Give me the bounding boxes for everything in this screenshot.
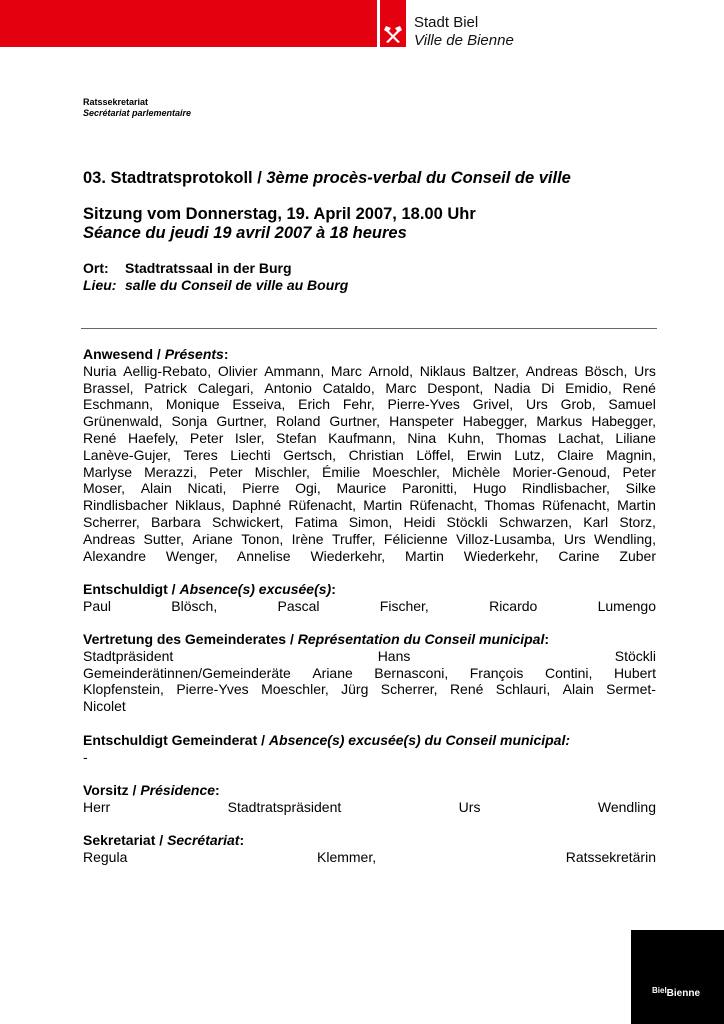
- word: Liliane: [615, 429, 656, 446]
- word: Merazzi,: [144, 463, 198, 480]
- section-heading: [83, 732, 656, 749]
- heading-de: Vertretung des Gemeinderates /: [83, 631, 298, 647]
- section: [83, 832, 656, 866]
- word: Moeschler,: [261, 681, 329, 698]
- word: Baltzer,: [472, 362, 520, 379]
- word: Habegger,: [591, 413, 656, 430]
- city-emblem: [380, 0, 406, 47]
- word: Morier-Genoud,: [512, 463, 611, 480]
- word: Liechti: [230, 446, 271, 463]
- word: Markus: [536, 413, 583, 430]
- logo-part2: Bienne: [666, 988, 701, 999]
- word: Rindlisbacher: [83, 497, 168, 514]
- word: Hubert: [613, 664, 656, 681]
- word: Brassel,: [83, 379, 134, 396]
- word: Hanspeter: [389, 413, 454, 430]
- department-de: Ratssekretariat: [83, 97, 149, 107]
- word: Nicati,: [187, 480, 227, 497]
- word: Grünenwald,: [83, 413, 163, 430]
- section: [83, 631, 656, 715]
- heading-fr: Absence(s) excusée(s) du Conseil municipal:: [268, 732, 571, 748]
- word: Truffer,: [331, 530, 376, 547]
- heading-fr: Présidence: [140, 782, 216, 798]
- word: Nadia: [493, 379, 531, 396]
- divider: [81, 328, 657, 329]
- word: Storz,: [619, 513, 656, 530]
- word: Scherrer,: [83, 513, 140, 530]
- word: Alain: [562, 681, 594, 698]
- word: Eschmann,: [83, 396, 154, 413]
- text-line: [83, 464, 656, 481]
- biel-bienne-logo: [652, 988, 700, 999]
- word: Marlyse: [83, 463, 133, 480]
- word: Rüfenacht,: [542, 497, 610, 514]
- location-de-label: Ort:: [83, 260, 109, 276]
- heading-de: Anwesend /: [83, 346, 165, 362]
- word: Schwickert,: [211, 513, 284, 530]
- heading-fr: Secrétariat: [167, 832, 240, 848]
- word: Lutz,: [514, 446, 545, 463]
- word: Martin: [617, 497, 656, 514]
- word: Bösch,: [584, 362, 628, 379]
- word: Pierre: [242, 480, 280, 497]
- word: Fehr,: [342, 396, 375, 413]
- word: Alain: [140, 480, 172, 497]
- word: Villoz-Lusamba,: [456, 530, 556, 547]
- heading-colon: :: [239, 832, 245, 848]
- brand-line-1: Stadt Biel: [414, 14, 479, 31]
- heading-fr: Absence(s) excusée(s): [179, 581, 332, 597]
- word: Émilie: [322, 463, 361, 480]
- word: Arnold,: [368, 362, 413, 379]
- session-de: Sitzung vom Donnerstag, 19. April 2007, 18.00 Uhr: [83, 205, 476, 223]
- word: Sutter,: [143, 530, 184, 547]
- word: Marc: [330, 362, 362, 379]
- section-heading: [83, 832, 656, 849]
- document-title: [83, 169, 571, 188]
- word: Haefely,: [128, 429, 179, 446]
- word: François: [469, 664, 524, 681]
- word: Urs: [563, 530, 586, 547]
- header-red-bar: [0, 0, 377, 47]
- text-line: [83, 480, 656, 497]
- word: Samuel: [608, 396, 656, 413]
- word: Gemeinderätinnen/Gemeinderäte: [83, 664, 291, 681]
- logo-part1: Biel: [652, 986, 667, 995]
- word: Klopfenstein,: [83, 681, 164, 698]
- word: Sonja: [171, 413, 208, 430]
- word: Scherrer,: [380, 681, 438, 698]
- text-line: [83, 665, 656, 682]
- word: Calegari,: [197, 379, 254, 396]
- word: Barbara: [150, 513, 201, 530]
- word: René: [622, 379, 656, 396]
- word: Claire: [557, 446, 594, 463]
- heading-colon: :: [331, 581, 336, 597]
- word: Lachat,: [557, 429, 604, 446]
- word: Roland: [275, 413, 321, 430]
- word: Contini,: [544, 664, 593, 681]
- text-line: [83, 396, 656, 413]
- word: Kuhn,: [447, 429, 485, 446]
- word: Aellig-Rebato,: [123, 362, 212, 379]
- word: Schlauri,: [495, 681, 551, 698]
- word: Stöckli: [446, 513, 488, 530]
- heading-colon: :: [223, 346, 229, 362]
- text-line: [83, 681, 656, 698]
- section: [83, 782, 656, 816]
- location-fr-label: Lieu:: [83, 277, 117, 293]
- word: Erich: [298, 396, 331, 413]
- word: Grivel,: [472, 396, 514, 413]
- heading-de: Vorsitz /: [83, 782, 141, 798]
- word: Magnin,: [606, 446, 656, 463]
- text-line: [83, 380, 656, 397]
- text-line: [83, 531, 656, 548]
- word: Moser,: [83, 480, 126, 497]
- session-fr: Séance du jeudi 19 avril 2007 à 18 heures: [83, 224, 407, 242]
- word: Stöckli: [614, 647, 656, 664]
- text-line: [83, 514, 656, 531]
- word: Peter: [209, 463, 243, 480]
- word: Irène: [291, 530, 324, 547]
- word: Bernasconi,: [374, 664, 449, 681]
- word: Stadtpräsident: [83, 647, 174, 664]
- word: Antonio: [264, 379, 312, 396]
- word: Martin: [363, 497, 403, 514]
- word: Daphné: [232, 497, 282, 514]
- word: Gertsch,: [283, 446, 337, 463]
- word: Stefan: [276, 429, 317, 446]
- heading-fr: Représentation du Conseil municipal: [297, 631, 545, 647]
- word: Habegger,: [462, 413, 528, 430]
- word: Di: [541, 379, 555, 396]
- word: Thomas: [484, 497, 535, 514]
- word: Despont,: [427, 379, 484, 396]
- word: Grob,: [560, 396, 596, 413]
- text-line: [83, 413, 656, 430]
- word: Rüfenacht,: [409, 497, 478, 514]
- section: [83, 346, 656, 564]
- word: Niklaus: [419, 362, 466, 379]
- text-line: [83, 363, 656, 380]
- word: Silke: [625, 480, 656, 497]
- word: Nuria: [83, 362, 117, 379]
- text-line: [83, 447, 656, 464]
- text-line: [83, 497, 656, 514]
- word: Monique: [165, 396, 220, 413]
- heading-colon: :: [544, 631, 550, 647]
- word: Emidio,: [565, 379, 612, 396]
- text-line: [83, 648, 656, 665]
- heading-fr: Présents: [164, 346, 224, 362]
- footer-logo-box: [631, 930, 724, 1024]
- word: Simon,: [348, 513, 393, 530]
- word: Sermet-: [606, 681, 656, 698]
- word: René: [449, 681, 484, 698]
- word: Paronitti,: [401, 480, 458, 497]
- word: Lanève-Gujer,: [83, 446, 171, 463]
- brand-logo-text: [414, 14, 514, 50]
- word: Hans: [377, 647, 411, 664]
- word: Kaufmann,: [328, 429, 396, 446]
- text-line: Nicolet: [83, 698, 126, 715]
- word: Ogi,: [295, 480, 321, 497]
- heading-de: Entschuldigt Gemeinderat /: [83, 732, 269, 748]
- word: Félicienne: [383, 530, 448, 547]
- word: Pierre-Yves: [387, 396, 460, 413]
- word: Rindlisbacher,: [522, 480, 610, 497]
- word: Hugo: [472, 480, 507, 497]
- word: Jürg: [341, 681, 369, 698]
- word: Thomas: [495, 429, 547, 446]
- brand-line-2: Ville de Bienne: [414, 32, 514, 49]
- text-line: Herr Stadtratspräsident Urs Wendling: [83, 798, 656, 815]
- title-de: 03. Stadtratsprotokoll /: [83, 169, 267, 187]
- word: René: [83, 429, 117, 446]
- word: Gurtner,: [216, 413, 267, 430]
- section-heading: [83, 581, 656, 598]
- word: Karl: [583, 513, 609, 530]
- word: Christian: [348, 446, 404, 463]
- word: Heidi: [403, 513, 436, 530]
- word: Pierre-Yves: [176, 681, 249, 698]
- text-line: [83, 430, 656, 447]
- word: Moeschler,: [372, 463, 440, 480]
- title-fr: 3ème procès-verbal du Conseil de ville: [266, 169, 571, 187]
- word: Peter: [622, 463, 656, 480]
- word: Andreas: [83, 530, 136, 547]
- heading-de: Sekretariat /: [83, 832, 168, 848]
- department-fr: Secrétariat parlementaire: [83, 108, 192, 118]
- word: Ariane: [312, 664, 353, 681]
- word: Teres: [183, 446, 218, 463]
- word: Urs: [525, 396, 548, 413]
- word: Michèle: [452, 463, 501, 480]
- word: Esseiva,: [232, 396, 286, 413]
- word: Isler,: [234, 429, 265, 446]
- word: Cataldo,: [322, 379, 375, 396]
- section: [83, 732, 656, 766]
- word: Marc: [385, 379, 417, 396]
- text-line: Alexandre Wenger, Annelise Wiederkehr, Martin Wiederkehr, Carine Zuber: [83, 547, 656, 564]
- word: Olivier: [217, 362, 258, 379]
- word: Nina: [407, 429, 437, 446]
- word: Peter: [189, 429, 224, 446]
- section-heading: [83, 782, 656, 799]
- text-line: Regula Klemmer, Ratssekretärin: [83, 848, 656, 865]
- word: Wendling,: [593, 530, 656, 547]
- crossed-axes-icon: [383, 24, 403, 44]
- word: Löffel,: [416, 446, 455, 463]
- word: Erwin: [466, 446, 502, 463]
- word: Fatima: [294, 513, 338, 530]
- word: Patrick: [144, 379, 188, 396]
- word: Maurice: [336, 480, 387, 497]
- word: Rüfenacht,: [288, 497, 357, 514]
- department: [83, 97, 191, 119]
- heading-de: Entschuldigt /: [83, 581, 180, 597]
- word: Schwarzen,: [498, 513, 573, 530]
- text-line: -: [83, 748, 88, 765]
- word: Ariane: [192, 530, 233, 547]
- location-fr-value: salle du Conseil de ville au Bourg: [125, 277, 349, 293]
- word: Tonon,: [241, 530, 284, 547]
- location: [83, 260, 348, 294]
- word: Gurtner,: [329, 413, 381, 430]
- location-de-value: Stadtratssaal in der Burg: [125, 260, 292, 276]
- word: Urs: [634, 362, 656, 379]
- word: Mischler,: [254, 463, 310, 480]
- session-info: [83, 205, 476, 243]
- word: Ammann,: [264, 362, 325, 379]
- heading-colon: :: [215, 782, 220, 798]
- section-heading: [83, 346, 656, 363]
- text-line: Paul Blösch, Pascal Fischer, Ricardo Lumengo: [83, 597, 656, 614]
- section-heading: [83, 631, 656, 648]
- word: Andreas: [525, 362, 578, 379]
- word: Niklaus,: [175, 497, 225, 514]
- section: [83, 581, 656, 615]
